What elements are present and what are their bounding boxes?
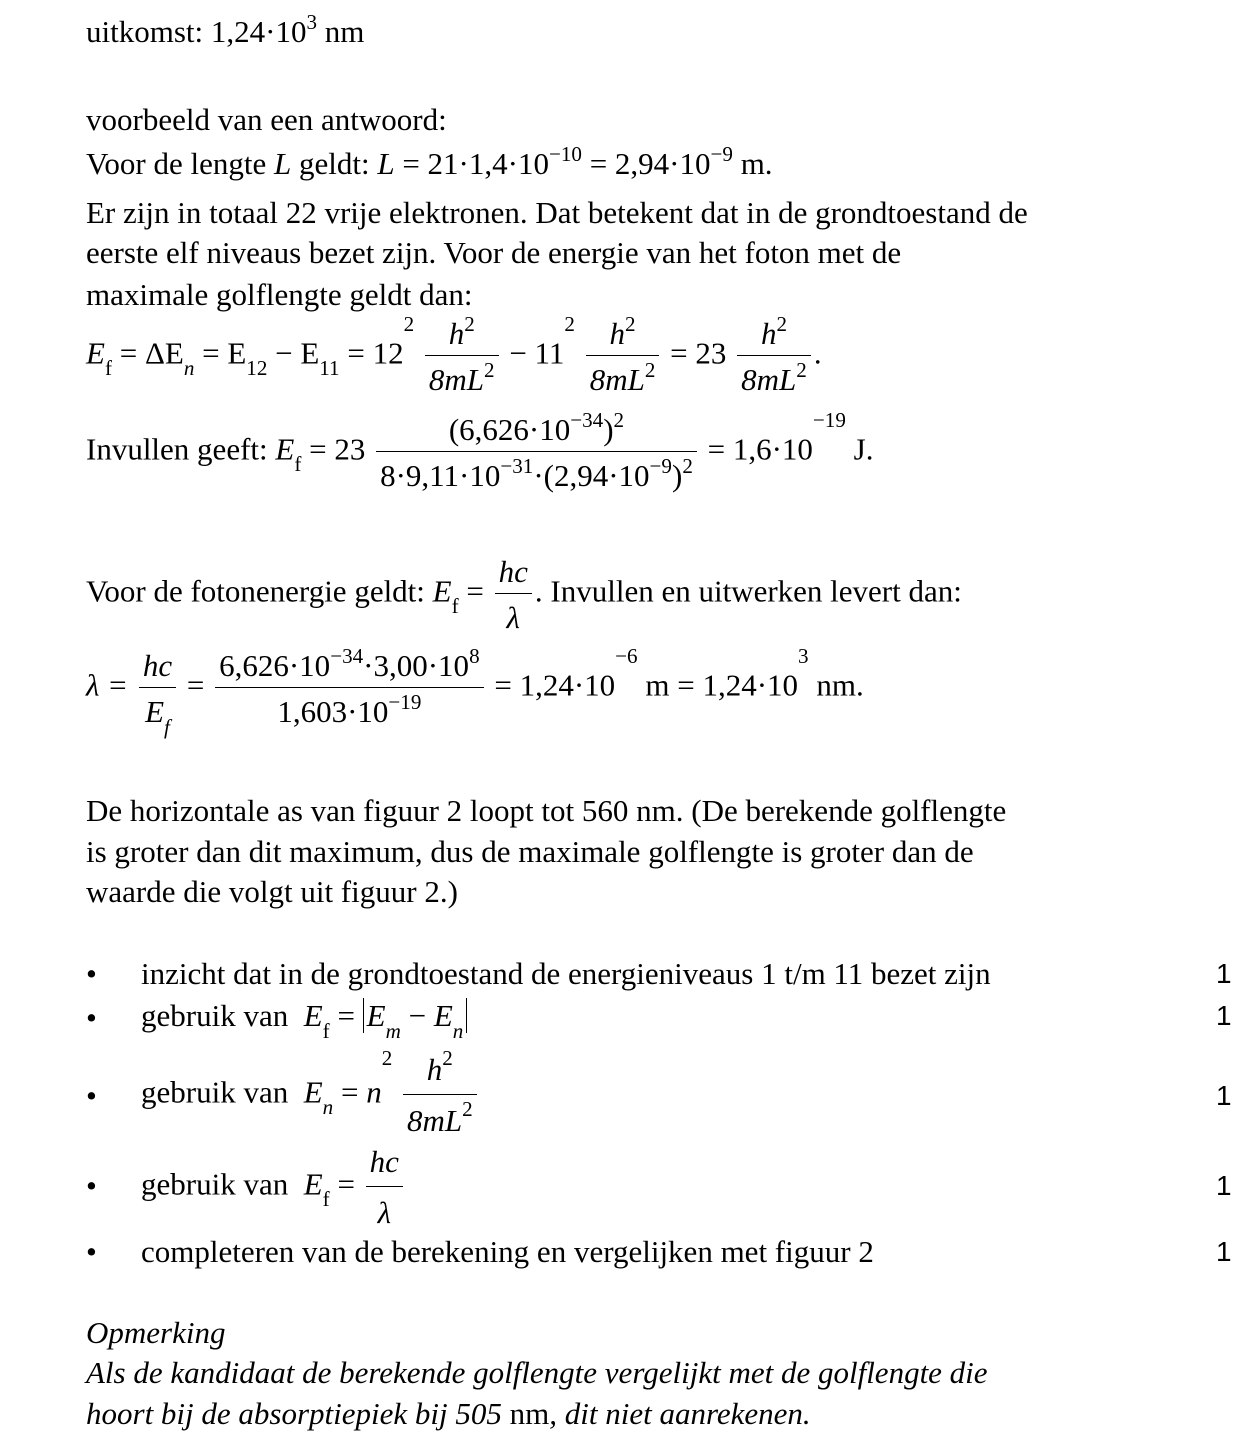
bullet-icon: • — [86, 956, 97, 991]
bullet-icon: • — [86, 1234, 97, 1269]
para1-line-2: eerste elf niveaus bezet zijn. Voor de energie van het foton met de — [86, 235, 902, 270]
result-value: $1,24\cdot 10^3$ nm — [210, 9, 365, 49]
scoring-item-text: gebruik van $E_n = n^2$ $\frac{h^2}{8mL^2}$ — [141, 1052, 480, 1139]
fraction-h2-8mL2: $\frac{h^2}{8mL^2}$ — [425, 318, 499, 395]
score-value: 1 — [1216, 1170, 1232, 1201]
fraction-h2-8mL2: $\frac{h^2}{8mL^2}$ — [586, 318, 660, 395]
fraction-hc-Ef: $\frac{hc}{E_f}$ — [139, 650, 176, 727]
remark-heading: Opmerking — [86, 1315, 226, 1350]
para2-line-2: is groter dan dit maximum, dus de maximale golflengte is groter dan de — [86, 834, 974, 869]
absolute-value: $E_m - E_n$ — [363, 998, 468, 1033]
score-value: 1 — [1216, 1080, 1232, 1111]
fraction-fill-in: $\frac{(6,626\cdot 10^{-34})^2}{8\cdot 9,11\cdot 10^{-31}\cdot(2,94\cdot 10^{-9})^2}$ — [376, 414, 697, 491]
scoring-item-text: completeren van de berekening en vergelijken met figuur 2 — [141, 1234, 874, 1269]
energy-difference-equation: $E_f = \Delta E_n = E_{12} - E_{11} = 12^2$ $\frac{h^2}{8mL^2}$ − $11^2$ $\frac{h^2}{8mL^2}$ = 23 $\frac{h^2}{8mL^2}$ . — [86, 311, 822, 397]
bullet-icon: • — [86, 1000, 97, 1035]
bullet-icon: • — [86, 1078, 97, 1113]
bullet-icon: • — [86, 1168, 97, 1203]
fraction-h2-8mL2: $\frac{h^2}{8mL^2}$ — [737, 318, 811, 395]
fraction-hc-lambda: $\frac{hc}{\lambda}$ — [495, 556, 532, 633]
scoring-item-text: gebruik van $E_f = E_m - E_n$ — [141, 998, 467, 1034]
fraction-numeric: $\frac{6,626\cdot 10^{-34}\cdot 3,00\cdot 10^8}{1,603\cdot 10^{-19}}$ — [215, 650, 484, 727]
example-heading: voorbeeld van een antwoord: — [86, 102, 447, 137]
para2-line-1: De horizontale as van figuur 2 loopt tot 560 nm. (De berekende golflengte — [86, 793, 1007, 828]
scoring-item-text: inzicht dat in de grondtoestand de energieniveaus 1 t/m 11 bezet zijn — [141, 956, 991, 991]
fraction-hc-lambda: $\frac{hc}{\lambda}$ — [366, 1144, 403, 1231]
remark-line-2: hoort bij de absorptiepiek bij 505 nm, dit niet aanrekenen. — [86, 1396, 811, 1431]
photon-energy-line: Voor de fotonenergie geldt: $E_f$ = $\frac{hc}{\lambda}$ . Invullen en uitwerken levert dan: — [86, 554, 962, 635]
fraction-h2-8mL2: $\frac{h^2}{8mL^2}$ — [403, 1052, 477, 1139]
result-label: uitkomst: — [86, 14, 204, 49]
para1-line-3: maximale golflengte geldt dan: — [86, 277, 473, 312]
para2-line-3: waarde die volgt uit figuur 2.) — [86, 874, 458, 909]
para1-line-1: Er zijn in totaal 22 vrije elektronen. Dat betekent dat in de grondtoestand de — [86, 195, 1028, 230]
length-line: Voor de lengte L geldt: $L = 21\cdot 1,4\cdot 10^{-10} = 2,94\cdot 10^{-9}$ m. — [86, 141, 773, 181]
score-value: 1 — [1216, 1236, 1232, 1267]
scoring-item-text: gebruik van $E_f$ = $\frac{hc}{\lambda}$ — [141, 1144, 406, 1231]
wavelength-equation: λ = $\frac{hc}{E_f}$ = $\frac{6,626\cdot 10^{-34}\cdot 3,00\cdot 10^8}{1,603\cdot 10^{-19}}$ = $1,24\cdot 10^{-6}$ $m = 1,24\cdot 10^3$ nm. — [86, 643, 864, 739]
remark-line-1: Als de kandidaat de berekende golflengte vergelijkt met de golflengte die — [86, 1355, 988, 1390]
score-value: 1 — [1216, 1000, 1232, 1031]
fill-in-equation: Invullen geeft: $E_f = 23$ $\frac{(6,626\cdot 10^{-34})^2}{8\cdot 9,11\cdot 10^{-31}\cdot(2,94\cdot 10^{-9})^2}$ = $1,6\cdot 10^{-19}$ J. — [86, 407, 874, 493]
result-line — [86, 9, 365, 49]
score-value: 1 — [1216, 958, 1232, 989]
